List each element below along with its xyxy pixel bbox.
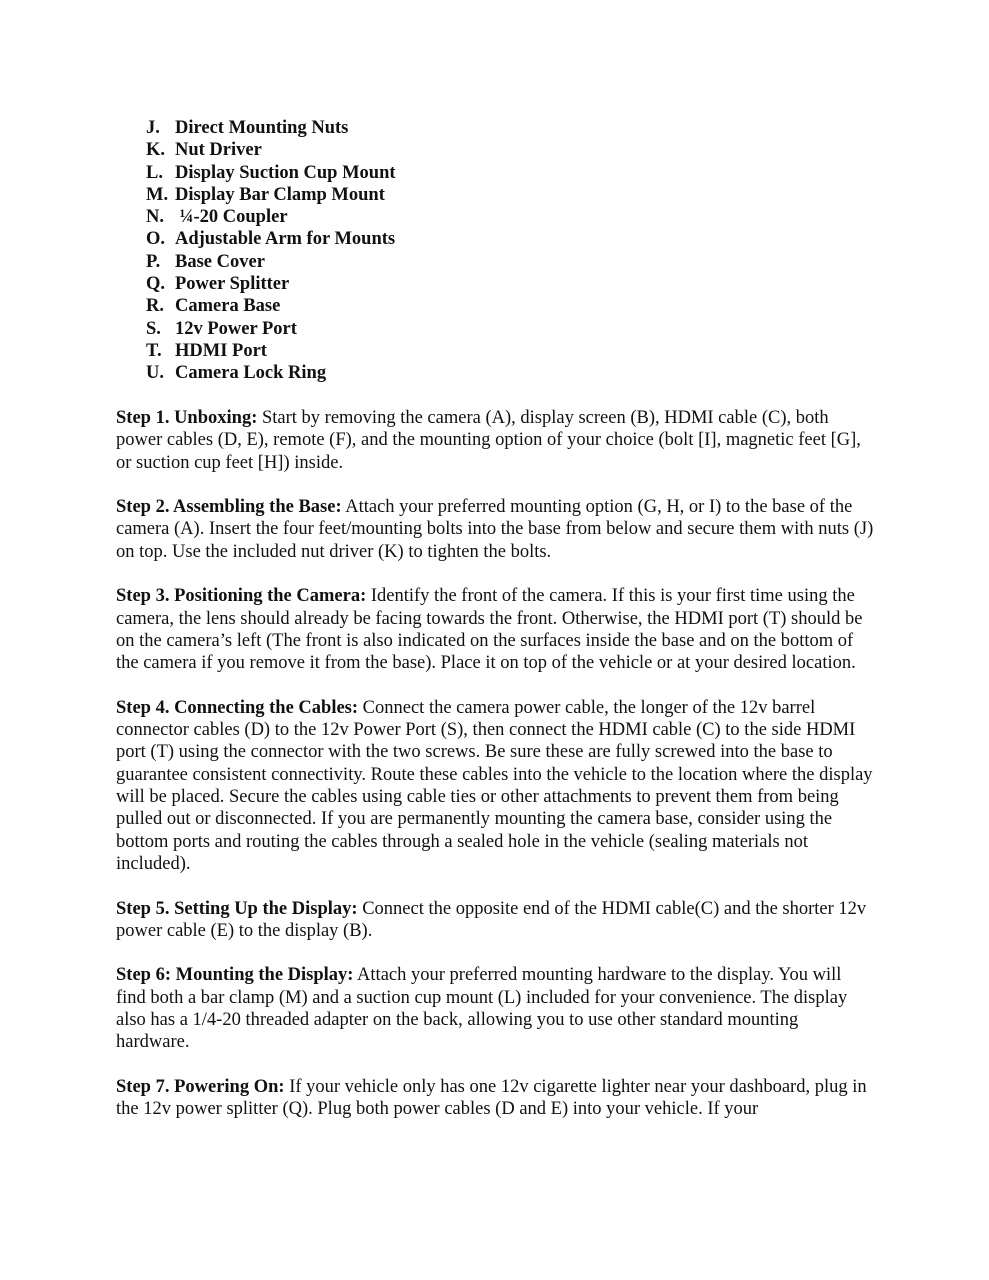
step-paragraph: [116, 964, 874, 1053]
step-title: Step 6: Mounting the Display:: [116, 965, 354, 986]
step-title: Step 4. Connecting the Cables:: [116, 697, 359, 718]
step-title: Step 1. Unboxing:: [116, 408, 258, 428]
list-item: [146, 228, 396, 250]
part-letter: J.: [146, 118, 160, 138]
step-text: If your vehicle only has one 12v cigarette lighter near your dashboard, plug in the 12v power splitter (Q). Plug both power cables (D and E) into your vehicle. If your: [116, 1076, 867, 1120]
part-letter: K.: [146, 140, 166, 161]
part-name: ¼-20 Coupler: [175, 207, 288, 228]
part-name: Display Suction Cup Mount: [175, 162, 396, 183]
parts-list: [146, 117, 396, 385]
step-text: Identify the front of the camera. If this is your first time using the camera, the lens should already be facing towards the front. Otherwise, the HDMI port (T) should be on the camera’s left (The front is also indicated on the surfaces inside the base and on the bottom of the camera if you remove it from the base). Place it on top of the vehicle or at your desired location.: [116, 586, 863, 674]
step-text: Connect the opposite end of the HDMI cable(C) and the shorter 12v power cable (E) to the display (B).: [116, 898, 867, 941]
list-item: [146, 362, 396, 384]
part-name: HDMI Port: [175, 340, 267, 361]
list-item: [146, 184, 396, 206]
part-letter: T.: [146, 340, 162, 361]
steps-section: [116, 407, 874, 1143]
step-title: Step 2. Assembling the Base:: [116, 497, 342, 518]
step-paragraph: [116, 898, 874, 943]
part-letter: U.: [146, 363, 164, 384]
list-item: [146, 206, 396, 228]
step-title: Step 5. Setting Up the Display:: [116, 898, 358, 919]
part-name: Power Splitter: [175, 274, 290, 295]
list-item: [146, 139, 396, 161]
part-name: Nut Driver: [175, 140, 262, 161]
part-letter: P.: [146, 251, 161, 272]
part-name: Camera Base: [175, 296, 281, 317]
part-name: 12v Power Port: [175, 318, 297, 339]
step-text: Connect the camera power cable, the longer of the 12v barrel connector cables (D) to the 12v Power Port (S), then connect the HDMI cable (C) to the side HDMI port (T) using the connector with the two screws. Be sure these are fully screwed into the base to guarantee consistent connectivity. Route these cables into the vehicle to the location where the display will be placed. Secure the cables using cable ties or other attachments to prevent them from being pulled out or disconnected. If you are permanently mounting the camera base, consider using the bottom ports and routing the cables through a sealed hole in the vehicle (sealing materials not included).: [116, 697, 873, 874]
part-name: Adjustable Arm for Mounts: [175, 229, 396, 250]
list-item: [146, 117, 396, 139]
part-letter: O.: [146, 229, 166, 250]
step-paragraph: [116, 697, 874, 875]
part-name: Base Cover: [175, 251, 265, 272]
part-name: Direct Mounting Nuts: [175, 118, 349, 138]
list-item: [146, 295, 396, 317]
list-item: [146, 318, 396, 340]
step-paragraph: [116, 496, 874, 563]
part-letter: L.: [146, 162, 163, 183]
step-text: Attach your preferred mounting hardware to the display. You will find both a bar clamp (M) and a suction cup mount (L) included for your convenience. The display also has a 1/4-20 threaded adapter on the back, allowing you to use other standard mounting hardware.: [116, 965, 848, 1053]
part-letter: S.: [146, 318, 161, 339]
step-text: Start by removing the camera (A), display screen (B), HDMI cable (C), both power cables (D, E), remote (F), and the mounting option of your choice (bolt [I], magnetic feet [G], or suction cup feet [H]) inside.: [116, 408, 861, 473]
step-title: Step 3. Positioning the Camera:: [116, 586, 367, 607]
step-paragraph: [116, 585, 874, 674]
part-letter: N.: [146, 207, 164, 228]
list-item: [146, 251, 396, 273]
part-name: Display Bar Clamp Mount: [175, 184, 385, 205]
list-item: [146, 273, 396, 295]
part-name: Camera Lock Ring: [175, 363, 327, 384]
part-letter: M.: [146, 184, 169, 205]
list-item: [146, 162, 396, 184]
part-letter: Q.: [146, 274, 166, 295]
step-paragraph: [116, 407, 874, 474]
step-paragraph: [116, 1076, 874, 1121]
step-text: Attach your preferred mounting option (G, H, or I) to the base of the camera (A). Insert the four feet/mounting bolts into the base from below and secure them with nuts (J) on top. Use the included nut driver (K) to tighten the bolts.: [116, 497, 874, 562]
list-item: [146, 340, 396, 362]
step-title: Step 7. Powering On:: [116, 1076, 285, 1097]
part-letter: R.: [146, 296, 164, 317]
